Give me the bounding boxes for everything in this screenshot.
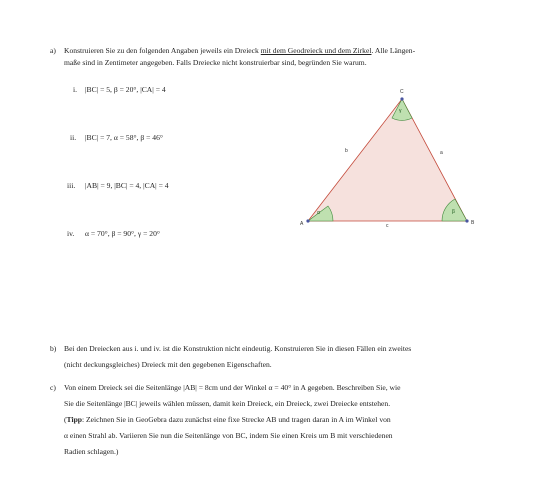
item-i-number: i.	[73, 85, 78, 94]
part-a-line-1	[64, 45, 415, 56]
item-iv-number: iv.	[67, 229, 75, 238]
part-a-line-1-end: . Alle Längen-	[371, 46, 416, 55]
part-c-marker: c)	[50, 383, 56, 392]
part-c-line-4: α einen Strahl ab. Variieren Sie nun die Seitenlänge von BC, indem Sie einen Kreis um B mit verschiedenen	[64, 431, 393, 440]
item-i-text: |BC| = 5, β = 20°, |CA| = 4	[85, 85, 166, 94]
part-c-line-2: Sie die Seitenlänge |BC| jeweils wählen müssen, damit kein Dreieck, ein Dreieck, zwei Dreiecke entstehen.	[64, 399, 391, 408]
vertex-b-label: B	[471, 220, 475, 226]
item-iv-text: α = 70°, β = 90°, γ = 20°	[85, 229, 160, 238]
part-c-line-5: Radien schlagen.)	[64, 447, 119, 456]
item-ii-text: |BC| = 7, α = 58°, β = 46°	[85, 133, 163, 142]
part-a-line-1-text: Konstruieren Sie zu den folgenden Angaben jeweils ein Dreieck	[64, 46, 261, 55]
part-b-marker: b)	[50, 344, 57, 353]
vertex-b-point	[465, 219, 468, 222]
triangle-shape	[308, 99, 467, 221]
part-a-line-2: maße sind in Zentimeter angegeben. Falls Dreiecke nicht konstruierbar sind, begründen Sie warum.	[64, 58, 367, 67]
part-a-marker: a)	[50, 46, 56, 55]
side-c-label: c	[386, 223, 389, 229]
item-iii-text: |AB| = 9, |BC| = 4, |CA| = 4	[85, 181, 169, 190]
angle-beta-label: β	[452, 209, 455, 215]
part-c-line-1: Von einem Dreieck sei die Seitenlänge |AB| = 8cm und der Winkel α = 40° in A gegeben. Beschreiben Sie, wie	[64, 383, 401, 392]
tip-label: Tipp	[66, 415, 83, 424]
vertex-c-label: C	[400, 89, 404, 95]
item-ii-number: ii.	[70, 133, 77, 142]
angle-alpha-label: α	[317, 210, 320, 216]
angle-gamma-label: γ	[399, 108, 402, 114]
vertex-c-point	[400, 97, 403, 100]
vertex-a-point	[306, 219, 309, 222]
side-a-label: a	[440, 150, 443, 156]
vertex-a-label: A	[300, 221, 304, 227]
tip-text: : Zeichnen Sie in GeoGebra dazu zunächst eine fixe Strecke AB und tragen daran in A im Winkel von	[82, 415, 391, 424]
triangle-drawing	[295, 82, 490, 232]
item-iii-number: iii.	[67, 181, 76, 190]
side-b-label: b	[345, 148, 348, 154]
part-a-underlined-phrase: mit dem Geodreieck und dem Zirkel	[260, 46, 372, 55]
part-b-line-2: (nicht deckungsgleiches) Dreieck mit den gegebenen Eigenschaften.	[64, 360, 272, 369]
triangle-figure	[295, 82, 490, 232]
part-c-line-3: (Tipp: Zeichnen Sie in GeoGebra dazu zunächst eine fixe Strecke AB und tragen daran in A im Winkel von	[64, 415, 391, 424]
part-b-line-1: Bei den Dreiecken aus i. und iv. ist die Konstruktion nicht eindeutig. Konstruieren Sie in diesen Fällen ein zweites	[64, 344, 412, 353]
